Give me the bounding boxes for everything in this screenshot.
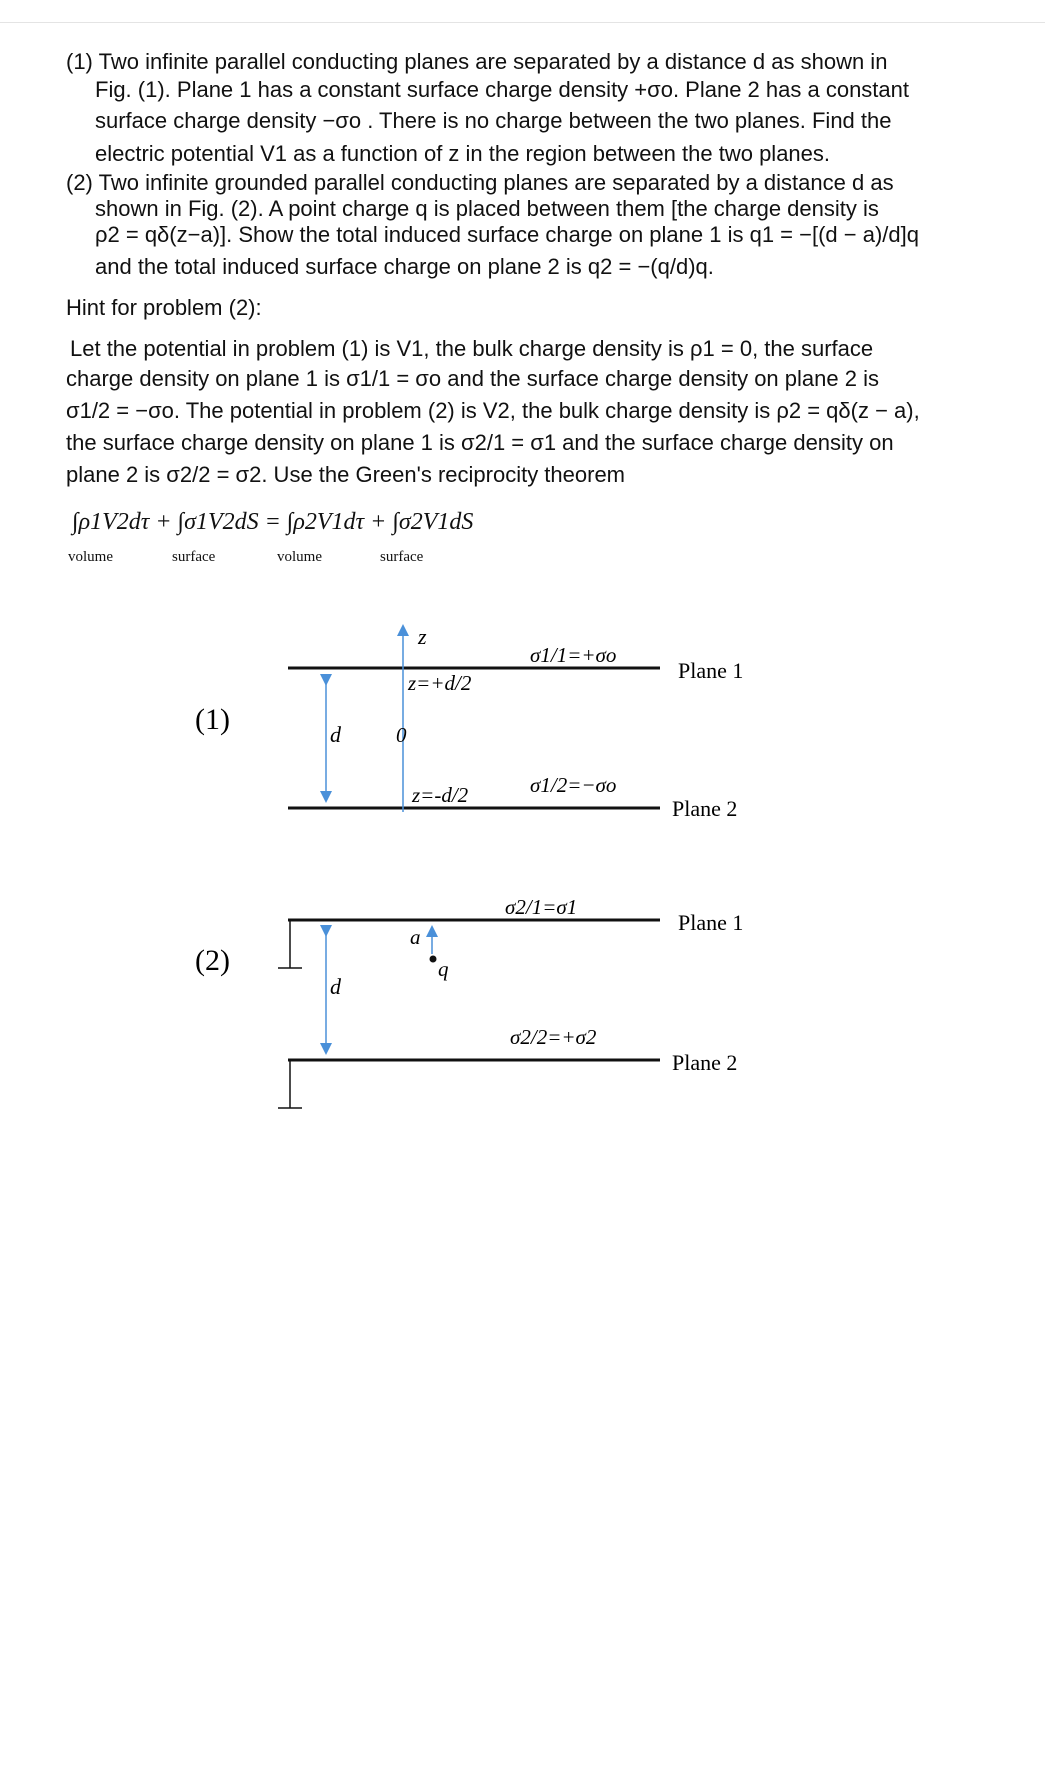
hint-title: Hint for problem (2): xyxy=(66,295,262,320)
fig2-sigma-top: σ2/1=σ1 xyxy=(505,895,578,919)
fig2-a-label: a xyxy=(410,925,421,949)
fig2-label: (2) xyxy=(195,944,230,977)
fig2-d-label: d xyxy=(330,974,341,999)
fig1-plane1-label: Plane 1 xyxy=(678,658,744,683)
fig1-top-coord: z=+d/2 xyxy=(408,671,472,695)
hint-line3: σ1/2 = −σo. The potential in problem (2) is V2, the bulk charge density is ρ2 = qδ(z − a), xyxy=(66,398,920,423)
label-volume-1: volume xyxy=(68,549,113,565)
fig1-d-label: d xyxy=(330,722,341,747)
fig1-z-label: z xyxy=(418,624,427,649)
fig1-sigma-bottom: σ1/2=−σo xyxy=(530,773,617,797)
fig2-plane2-label: Plane 2 xyxy=(672,1050,738,1075)
fig1-bottom-coord: z=-d/2 xyxy=(412,783,469,807)
problem2-line1: (2) Two infinite grounded parallel conducting planes are separated by a distance d as xyxy=(66,170,894,195)
label-surface-2: surface xyxy=(380,549,424,565)
fig2-q-label: q xyxy=(438,957,449,981)
problem2-line3: ρ2 = qδ(z−a)]. Show the total induced surface charge on plane 1 is q1 = −[(d − a)/d]q xyxy=(95,222,919,247)
fig1-label: (1) xyxy=(195,703,230,736)
fig2-point-charge xyxy=(430,956,437,963)
hint-line4: the surface charge density on plane 1 is σ2/1 = σ1 and the surface charge density on xyxy=(66,430,894,455)
fig2-plane1-label: Plane 1 xyxy=(678,910,744,935)
problem2-line2: shown in Fig. (2). A point charge q is placed between them [the charge density is xyxy=(95,196,879,221)
fig2-sigma-bottom: σ2/2=+σ2 xyxy=(510,1025,597,1049)
problem1-line3: surface charge density −σo . There is no charge between the two planes. Find the xyxy=(95,108,892,133)
fig1-origin: 0 xyxy=(396,723,407,747)
hint-line1: Let the potential in problem (1) is V1, the bulk charge density is ρ1 = 0, the surface xyxy=(70,336,874,361)
problem1-line2: Fig. (1). Plane 1 has a constant surface charge density +σo. Plane 2 has a constant xyxy=(95,77,909,102)
hint-line2: charge density on plane 1 is σ1/1 = σo and the surface charge density on plane 2 is xyxy=(66,366,879,391)
hint-line5: plane 2 is σ2/2 = σ2. Use the Green's reciprocity theorem xyxy=(66,462,626,487)
problem2-line4: and the total induced surface charge on plane 2 is q2 = −(q/d)q. xyxy=(95,254,714,279)
problem1-line1: (1) Two infinite parallel conducting planes are separated by a distance d as shown in xyxy=(66,49,888,74)
fig1-sigma-top: σ1/1=+σo xyxy=(530,643,617,667)
label-surface-1: surface xyxy=(172,549,216,565)
problem1-line4: electric potential V1 as a function of z in the region between the two planes. xyxy=(95,141,831,166)
label-volume-2: volume xyxy=(277,549,322,565)
reciprocity-equation: ∫ρ1V2dτ + ∫σ1V2dS = ∫ρ2V1dτ + ∫σ2V1dS xyxy=(72,509,474,535)
fig1-plane2-label: Plane 2 xyxy=(672,796,738,821)
